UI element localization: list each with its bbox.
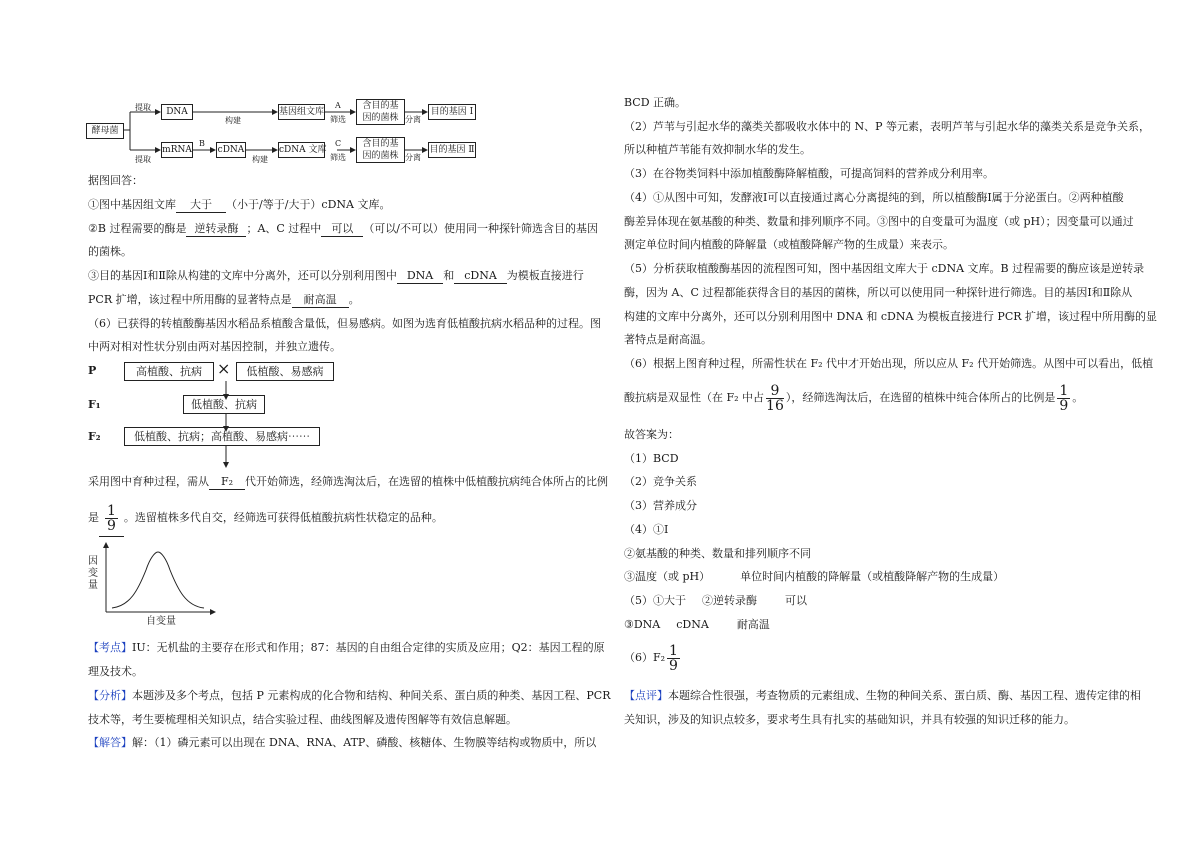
right-line-10: 构建的文库中分离外，还可以分别利用图中 DNA 和 cDNA 为模板直接进行 PCR 扩增，该过程中所用酶的显	[624, 310, 1158, 323]
answer-5: ②氨基酸的种类、数量和排列顺序不同	[624, 547, 811, 560]
text: 可以	[785, 594, 807, 607]
f2-box: 低植酸、抗病；高植酸、易感病⋯⋯	[124, 427, 320, 446]
text: （5）①大于	[624, 594, 686, 607]
text: 和	[443, 269, 455, 282]
text: ②B 过程需要的酶是	[88, 222, 187, 235]
gen-label-f1: F₁	[88, 398, 101, 411]
build-label-2: 构建	[252, 155, 268, 164]
answer-blank: 大于	[176, 198, 226, 213]
screen-label-2: 筛选	[330, 153, 346, 162]
genomic-library-box: 基因组文库	[278, 104, 325, 120]
text: ①图中基因组文库	[88, 198, 176, 211]
left-line-7: （6）已获得的转植酸酶基因水稻品系植酸含量低，但易感病。如图为选育低植酸抗病水稻品种的过程。图	[88, 317, 601, 330]
answer-8	[624, 617, 770, 633]
answer-2: （2）竞争关系	[624, 475, 697, 488]
right-line-8: （5）分析获取植酸酶基因的流程图可知，图中基因组文库大于 cDNA 文库。B 过程需要的酶应该是逆转录	[624, 262, 1145, 275]
cross-symbol: ×	[217, 359, 231, 378]
fenxi-line-2: 技术等，考生要梳理相关知识点，结合实验过程、曲线图解及遗传图解等有效信息解题。	[88, 713, 517, 726]
text: 本题综合性很强，考查物质的元素组成、生物的种间关系、蛋白质、酶、基因工程、遗传定律的相	[668, 689, 1141, 702]
text: 本题涉及多个考点，包括 P 元素构成的化合物和结构、种间关系、蛋白质的种类、基因工程、PCR	[132, 689, 611, 702]
parent-box-1: 高植酸、抗病	[124, 362, 214, 381]
answer-9	[624, 638, 682, 678]
answer-blank: F₂	[209, 475, 245, 490]
extract-label-2: 提取	[135, 155, 151, 164]
fraction-denominator: 9	[107, 517, 116, 534]
dianping-line-2: 关知识，涉及的知识点较多，要求考生具有扎实的基础知识，并具有较强的知识迁移的能力。	[624, 713, 1075, 726]
answer-6	[624, 569, 1004, 585]
text: 。	[1072, 391, 1084, 404]
text: 为模板直接进行	[506, 269, 584, 282]
answer-blank: 耐高温	[292, 293, 349, 308]
right-line-7: 测定单位时间内植酸的降解量（或植酸降解产物的生成量）来表示。	[624, 238, 954, 251]
fraction-denominator: 16	[766, 397, 784, 414]
right-line-4: （3）在谷物类饲料中添加植酸酶降解植酸，可提高饲料的营养成分利用率。	[624, 167, 994, 180]
screen-label-1: 筛选	[330, 115, 346, 124]
right-line-1: BCD 正确。	[624, 96, 687, 109]
parent-box-2: 低植酸、易感病	[236, 362, 334, 381]
kaodian-line-2: 理及技术。	[88, 665, 143, 678]
dianping-line	[624, 688, 1141, 704]
fenxi-tag: 【分析】	[88, 689, 132, 702]
mrna-box: mRNA	[161, 142, 193, 158]
answer-blank: cDNA	[454, 269, 507, 284]
fenxi-line	[88, 688, 611, 704]
target-gene-1-box: 目的基因 Ⅰ	[428, 104, 476, 120]
dna-box: DNA	[161, 104, 193, 120]
text: 。选留植株多代自交，经筛选可获得低植酸抗病性状稳定的品种。	[123, 511, 443, 524]
text: 耐高温	[736, 618, 770, 631]
right-line-6: 酶差异体现在氨基酸的种类、数量和排列顺序不同。③图中的自变量可为温度（或 pH）；因变量可以通过	[624, 215, 1134, 228]
kaodian-tag: 【考点】	[88, 641, 132, 654]
text: ③DNA	[624, 618, 661, 631]
fraction-denominator: 9	[1059, 397, 1069, 414]
fraction	[667, 644, 680, 673]
answer-heading: 故答案为：	[624, 428, 679, 441]
right-line-5: （4）①从图中可知，发酵液Ⅰ可以直接通过离心分离提纯的到，所以植酸酶Ⅰ属于分泌蛋白。②两种植酸	[624, 191, 1124, 204]
answer-1: （1）BCD	[624, 452, 679, 465]
kaodian-line	[88, 640, 605, 656]
text: （小于/等于/大于）cDNA 文库。	[226, 198, 391, 211]
curve-x-label: 自变量	[146, 616, 176, 627]
right-line-11: 著特点是耐高温。	[624, 333, 712, 346]
text: 单位时间内植酸的降解量（或植酸降解产物的生成量）	[740, 570, 1005, 583]
left-line-8: 中两对相对性状分别由两对基因控制，并独立遗传。	[88, 340, 341, 353]
text: 。	[348, 293, 360, 306]
extract-label-1: 提取	[135, 103, 151, 112]
process-b-label: B	[199, 139, 205, 148]
dianping-tag: 【点评】	[624, 689, 668, 702]
answer-3: （3）营养成分	[624, 499, 697, 512]
jieda-line	[88, 735, 596, 751]
build-label-1: 构建	[225, 116, 241, 125]
text: 解：（1）磷元素可以出现在 DNA、RNA、ATP、磷酸、核糖体、生物膜等结构或物质中，所以	[132, 736, 597, 749]
right-line-3: 所以种植芦苇能有效抑制水华的发生。	[624, 143, 811, 156]
cdna-library-box: cDNA 文库	[278, 142, 325, 158]
text: IU：无机盐的主要存在形式和作用；87：基因的自由组合定律的实质及应用；Q2：基因工程的原	[132, 641, 605, 654]
right-line-9: 酶，因为 A、C 过程都能获得含目的基因的菌株，所以可以使用同一种探针进行筛选。目的基因Ⅰ和Ⅱ除从	[624, 286, 1133, 299]
separate-label-1: 分离	[405, 115, 421, 124]
left-line-4: 的菌株。	[88, 245, 132, 258]
text: cDNA	[676, 618, 709, 631]
yeast-box: 酵母菌	[86, 123, 124, 139]
text: （6）F₂	[624, 651, 666, 664]
fraction	[766, 384, 784, 413]
right-line-12: （6）根据上图育种过程，所需性状在 F₂ 代中才开始出现，所以应从 F₂ 代开始筛选。从图中可以看出，低植	[624, 357, 1154, 370]
text: ②逆转录酶	[702, 594, 757, 607]
fraction-numerator: 1	[107, 502, 116, 519]
fraction-numerator: 1	[669, 642, 678, 659]
text: ；A、C 过程中	[246, 222, 322, 235]
text: 代开始筛选，经筛选淘汰后，在选留的植株中低植酸抗病纯合体所占的比例	[245, 475, 609, 488]
f1-box: 低植酸、抗病	[183, 395, 265, 414]
text: ③温度（或 pH）	[624, 570, 711, 583]
text: 酸抗病是双显性（在 F₂ 中占	[624, 391, 765, 404]
colony-box-1: 含目的基因的菌株	[356, 99, 405, 125]
curve-y-label: 因变量	[88, 556, 98, 591]
process-a-label: A	[335, 101, 341, 110]
right-line-2: （2）芦苇与引起水华的藻类关都吸收水体中的 N、P 等元素，表明芦苇与引起水华的藻类关系是竞争关系，	[624, 120, 1151, 133]
gen-label-f2: F₂	[88, 430, 101, 443]
answer-blank: 可以	[321, 222, 363, 237]
text: PCR 扩增，该过程中所用酶的显著特点是	[88, 293, 292, 306]
text: （可以/不可以）使用同一种探针筛选含目的基因	[363, 222, 599, 235]
left-line-1: 据图回答：	[88, 174, 143, 187]
fraction-numerator: 9	[766, 384, 784, 399]
text: 采用图中育种过程，需从	[88, 475, 209, 488]
text: ③目的基因Ⅰ和Ⅱ除从构建的文库中分离外，还可以分别利用图中	[88, 269, 397, 282]
text: 是	[88, 511, 99, 524]
cdna-box: cDNA	[216, 142, 246, 158]
fraction-numerator: 1	[1059, 382, 1069, 399]
right-line-13	[624, 378, 1083, 418]
fraction-denominator: 9	[669, 657, 678, 674]
target-gene-2-box: 目的基因 Ⅱ	[428, 142, 476, 158]
text: ），经筛选淘汰后，在选留的植株中纯合体所占的比例是	[785, 391, 1056, 404]
answer-7	[624, 593, 807, 609]
process-c-label: C	[335, 139, 342, 148]
answer-4: （4）①Ⅰ	[624, 523, 669, 536]
jieda-tag: 【解答】	[88, 736, 132, 749]
colony-box-2: 含目的基因的菌株	[356, 137, 405, 163]
gen-label-p: P	[88, 364, 97, 377]
fraction	[1057, 384, 1070, 413]
answer-blank: DNA	[397, 269, 443, 284]
answer-blank: 逆转录酶	[186, 222, 246, 237]
separate-label-2: 分离	[405, 153, 421, 162]
